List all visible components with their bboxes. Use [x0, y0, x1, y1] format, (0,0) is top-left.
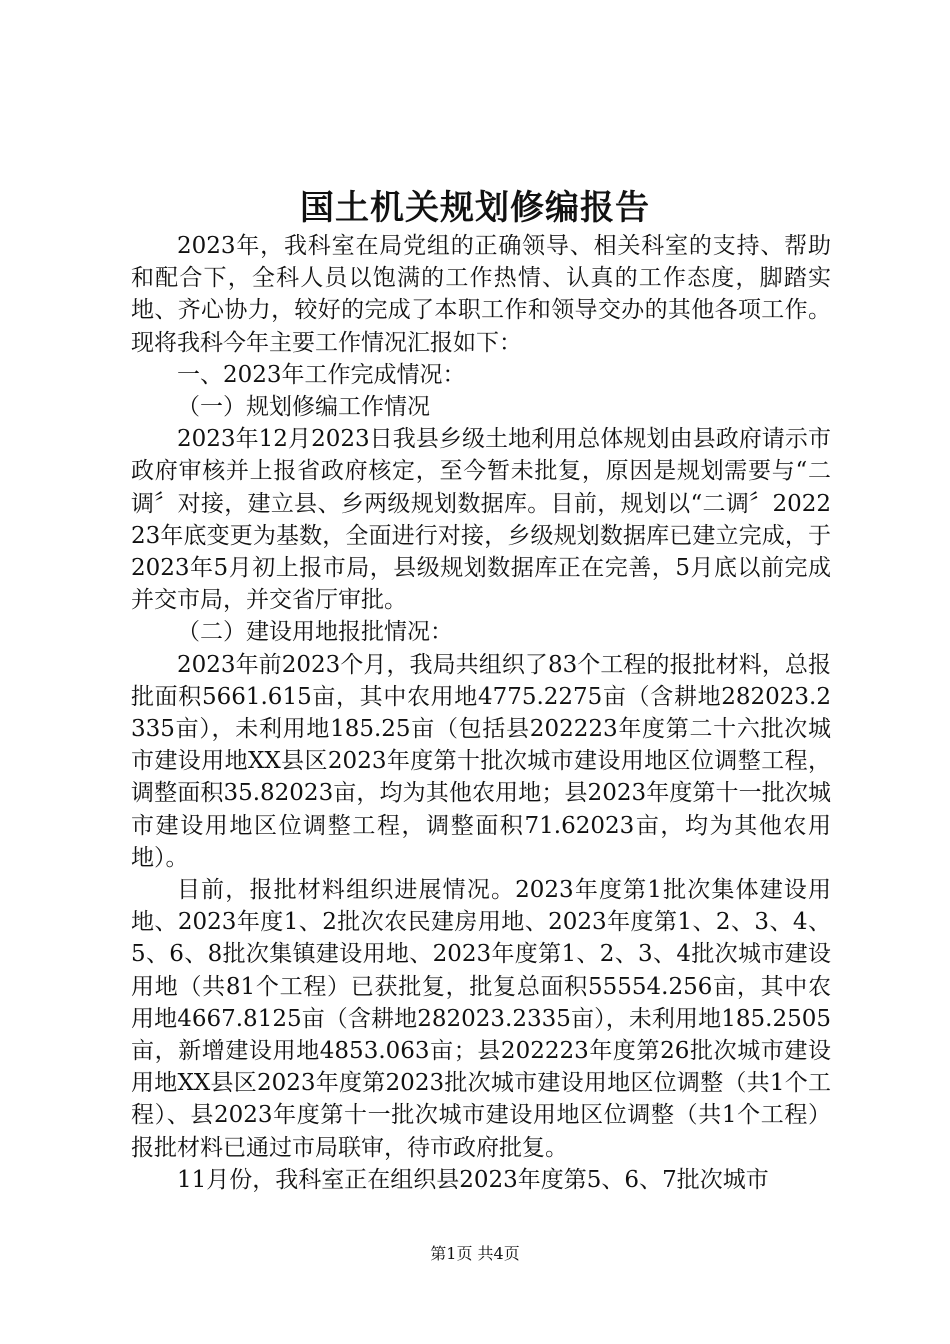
page-number-footer: 第1页 共4页: [430, 1244, 520, 1263]
paragraph-intro: 2023年，我科室在局党组的正确领导、相关科室的支持、帮助和配合下，全科人员以饱满的工作热情、认真的工作态度，脚踏实地、齐心协力，较好的完成了本职工作和领导交办的其他各项工作。现将我科今年主要工作情况汇报如下：: [131, 233, 831, 356]
paragraph-planning: 2023年12月2023日我县乡级土地利用总体规划由县政府请示市政府审核并上报省政府核定，至今暂未批复，原因是规划需要与“二调〞对接，建立县、乡两级规划数据库。目前，规划以“二调〞202223年底变更为基数，全面进行对接，乡级规划数据库已建立完成，于2023年5月初上报市局，县级规划数据库正在完善，5月底以前完成并交市局，并交省厅审批。: [131, 426, 831, 614]
document-title: 国土机关规划修编报告: [300, 188, 650, 228]
document-body: [131, 230, 831, 1196]
heading-subsection-2: （二）建设用地报批情况：: [177, 619, 453, 646]
paragraph-november: 11月份，我科室正在组织县2023年度第5、6、7批次城市: [177, 1166, 769, 1193]
heading-section-1: 一、2023年工作完成情况：: [177, 361, 466, 388]
paragraph-progress: 目前，报批材料组织进展情况。2023年度第1批次集体建设用地、2023年度1、2批次农民建房用地、2023年度第1、2、3、4、5、6、8批次集镇建设用地、2023年度第1、2、3、4批次城市建设用地（共81个工程）已获批复，批复总面积55554.256亩，其中农用地4667.8125亩（含耕地282023.2335亩），未利用地185.2505亩，新增建设用地4853.063亩；县202223年度第26批次城市建设用地XX县区2023年度第2023批次城市建设用地区位调整（共1个工程）、县2023年度第十一批次城市建设用地区位调整（共1个工程）报批材料已通过市局联审，待市政府批复。: [131, 877, 831, 1161]
paragraph-approval-materials: 2023年前2023个月，我局共组织了83个工程的报批材料，总报批面积5661.615亩，其中农用地4775.2275亩（含耕地282023.2335亩），未利用地185.25亩（包括县202223年度第二十六批次城市建设用地XX县区2023年度第十批次城市建设用地区位调整工程，调整面积35.82023亩，均为其他农用地；县2023年度第十一批次城市建设用地区位调整工程，调整面积71.62023亩，均为其他农用地）。: [131, 651, 831, 871]
heading-subsection-1: （一）规划修编工作情况: [177, 394, 430, 421]
